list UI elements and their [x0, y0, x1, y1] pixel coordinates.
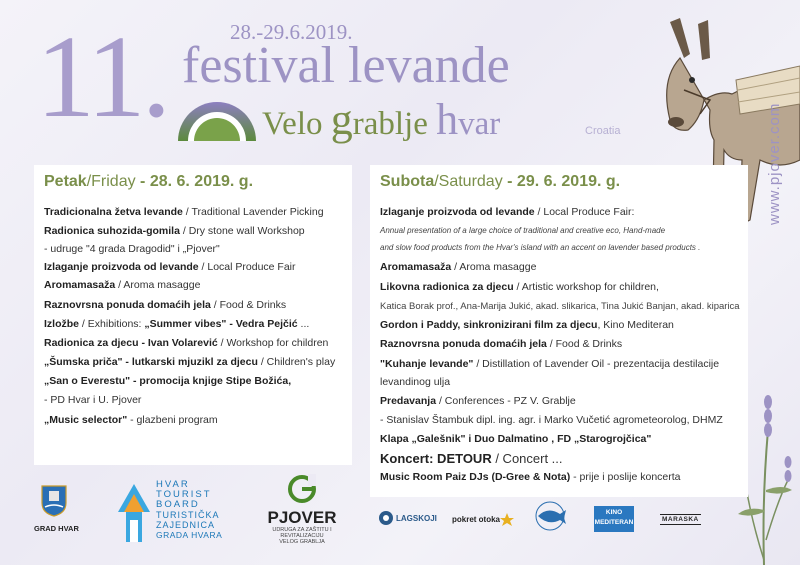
- friday-item-text: / Traditional Lavender Picking: [182, 206, 324, 218]
- saturday-day: Subota: [380, 173, 435, 190]
- tb-line2: TOURIST: [156, 489, 212, 500]
- sat-concert-t: / Concert ...: [491, 451, 563, 466]
- sat-fair-b: Izlaganje proizvoda od levande: [380, 206, 535, 218]
- fish-logo-icon[interactable]: [530, 500, 570, 532]
- sat-aroma-b: Aromamasaža: [380, 261, 452, 273]
- pjover-logo[interactable]: [256, 474, 348, 545]
- friday-item: [44, 318, 309, 330]
- sat-talks2: - Stanislav Štambuk dipl. ing. agr. i Marko Vučetić agrometeorolog, DHMZ: [380, 414, 723, 426]
- sat-cooking: [380, 358, 719, 370]
- sat-fair-t: / Local Produce Fair:: [534, 206, 635, 218]
- kino-mediteran-logo[interactable]: [594, 506, 634, 532]
- saturday-heading: [380, 173, 620, 191]
- sat-music-t: - prije i poslije koncerta: [570, 471, 681, 483]
- festival-dates: 28.-29.6.2019.: [230, 20, 353, 44]
- friday-item-text: / Food & Drinks: [210, 299, 287, 311]
- friday-item-text: - udruge "4 grada Dragodid" i „Pjover": [44, 243, 220, 255]
- friday-item: [44, 279, 200, 291]
- friday-item-text: / Dry stone wall Workshop: [179, 225, 305, 237]
- sat-cooking2: levandinog ulja: [380, 376, 451, 388]
- friday-item: [44, 414, 218, 426]
- saturday-day-en: /Saturday: [434, 173, 503, 190]
- lagskoji-label: LAGSKOJI: [396, 513, 437, 523]
- pokret-star-icon: [500, 512, 514, 526]
- friday-item: [44, 356, 335, 368]
- lagskoji-icon: [378, 510, 394, 526]
- sat-aroma: [380, 261, 536, 273]
- friday-item-bold: Radionica suhozida-gomila: [44, 225, 180, 237]
- location-h: h: [436, 95, 459, 144]
- sat-workshop-note: Katica Borak prof., Ana-Marija Jukić, akad. slikarica, Tina Jukić Banjan, akad. kiparica: [380, 301, 740, 312]
- friday-item-bold: Izlaganje proizvoda od levande: [44, 261, 199, 273]
- edition-number: 11.: [36, 11, 168, 142]
- pjover-sub2: VELOG GRABLJA: [279, 539, 325, 545]
- hill-logo-icon: [174, 95, 260, 143]
- pjover-name: PJOVER: [267, 508, 337, 527]
- sat-food: [380, 338, 622, 350]
- location-var: var: [458, 106, 501, 142]
- location-g: g: [330, 95, 353, 144]
- sat-film-b: Gordon i Paddy, sinkronizirani film za djecu: [380, 319, 598, 331]
- friday-item-text: / Workshop for children: [217, 337, 329, 349]
- website-url[interactable]: www.pjover.com: [766, 102, 783, 225]
- friday-item-text: / Children's play: [257, 356, 336, 368]
- friday-item: [44, 337, 328, 349]
- friday-panel: [34, 165, 352, 465]
- friday-day: Petak: [44, 173, 87, 190]
- grad-hvar-logo[interactable]: [34, 485, 79, 533]
- friday-item-text: - PD Hvar i U. Pjover: [44, 394, 142, 406]
- friday-item: [44, 225, 305, 237]
- tb-line1: HVAR: [156, 479, 190, 490]
- friday-item-text: - glazbeni program: [127, 414, 218, 426]
- sat-concert-b: Koncert: DETOUR: [380, 451, 492, 466]
- country-label: Croatia: [585, 125, 621, 137]
- hvar-tourist-board-logo[interactable]: [116, 480, 256, 550]
- tb-line4: TURISTIČKA: [156, 510, 220, 520]
- friday-item-bold: „Šumska priča" - lutkarski mjuzikl za djecu: [44, 356, 258, 368]
- friday-item: [44, 299, 286, 311]
- sat-workshop-b: Likovna radionica za djecu: [380, 281, 514, 293]
- sat-klapa-b: Klapa „Galešnik" i Duo Dalmatino , FD „Starogrojčica": [380, 433, 652, 445]
- sat-food-b: Raznovrsna ponuda domaćih jela: [380, 338, 547, 350]
- friday-item-text2: ...: [297, 318, 310, 330]
- festival-title: festival levande: [182, 37, 510, 94]
- friday-item: [44, 394, 141, 406]
- kino-line1: KINO: [605, 509, 623, 516]
- sat-talks-b: Predavanja: [380, 395, 437, 407]
- sat-fair: [380, 206, 634, 218]
- tb-line3: BOARD: [156, 499, 200, 510]
- lagskoji-logo[interactable]: [378, 510, 437, 526]
- friday-date: - 28. 6. 2019. g.: [135, 173, 254, 190]
- saturday-panel: [370, 165, 748, 497]
- festival-location: [262, 95, 501, 144]
- friday-item: [44, 206, 324, 218]
- tb-text: [156, 480, 222, 540]
- sat-cooking-b: "Kuhanje levande": [380, 358, 474, 370]
- sat-cooking-t: / Distillation of Lavender Oil - prezentacija destilacije: [473, 358, 720, 370]
- sat-fair-note2: and slow food products from the Hvar's island with an accent on lavender based products .: [380, 243, 701, 252]
- sat-talks-t: / Conferences - PZ V. Grablje: [436, 395, 576, 407]
- sat-fair-note1: Annual presentation of a large choice of traditional and creative eco, Hand-made: [380, 226, 666, 235]
- sat-film-t: , Kino Mediteran: [597, 319, 674, 331]
- kino-line2: MEDITERAN: [594, 519, 634, 526]
- friday-item: [44, 375, 291, 387]
- friday-item-bold: „San o Everestu" - promocija knjige Stipe Božića,: [44, 375, 292, 387]
- tourist-board-icon: [116, 482, 152, 544]
- sat-film: [380, 319, 674, 331]
- location-velo: Velo: [262, 106, 331, 142]
- friday-item-bold: Tradicionalna žetva levande: [44, 206, 183, 218]
- friday-item-text: / Aroma masagge: [115, 279, 201, 291]
- maraska-logo[interactable]: MARASKA: [662, 516, 699, 523]
- pjover-g-icon: [288, 474, 316, 504]
- friday-item-text: / Local Produce Fair: [198, 261, 296, 273]
- location-rablje: rablje: [352, 106, 437, 142]
- friday-item: [44, 261, 296, 273]
- sat-workshop-t: / Artistic workshop for children,: [513, 281, 659, 293]
- friday-item-bold2: „Summer vibes" - Vedra Pejčić: [144, 318, 298, 330]
- sat-talks: [380, 395, 576, 407]
- sat-music-b: Music Room Paiz DJs (D-Gree & Nota): [380, 471, 571, 483]
- friday-item-bold: Raznovrsna ponuda domaćih jela: [44, 299, 211, 311]
- sat-workshop: [380, 281, 659, 293]
- pjover-sub1: UDRUGA ZA ZAŠTITU I REVITALIZACIJU: [272, 527, 332, 539]
- friday-item-bold: „Music selector": [44, 414, 128, 426]
- grad-hvar-label: GRAD HVAR: [34, 524, 79, 533]
- saturday-date: - 29. 6. 2019. g.: [502, 173, 621, 190]
- sat-concert: [380, 451, 563, 466]
- pokret-label: pokret otoka: [452, 514, 501, 524]
- friday-heading: [44, 173, 253, 191]
- friday-item-bold: Izložbe: [44, 318, 80, 330]
- friday-item: [44, 243, 220, 255]
- sat-music: [380, 471, 681, 483]
- friday-item-text: / Exhibitions:: [79, 318, 145, 330]
- friday-item-bold: Radionica za djecu - Ivan Volarević: [44, 337, 218, 349]
- pokret-otoka-logo[interactable]: [452, 512, 514, 526]
- coat-of-arms-icon: [41, 485, 67, 517]
- friday-day-en: /Friday: [86, 173, 136, 190]
- tb-line5: ZAJEDNICA: [156, 520, 216, 530]
- sat-food-t: / Food & Drinks: [546, 338, 623, 350]
- sat-klapa: [380, 433, 651, 445]
- tb-line6: GRADA HVARA: [156, 530, 223, 540]
- sat-aroma-t: / Aroma masagge: [451, 261, 537, 273]
- friday-item-bold: Aromamasaža: [44, 279, 116, 291]
